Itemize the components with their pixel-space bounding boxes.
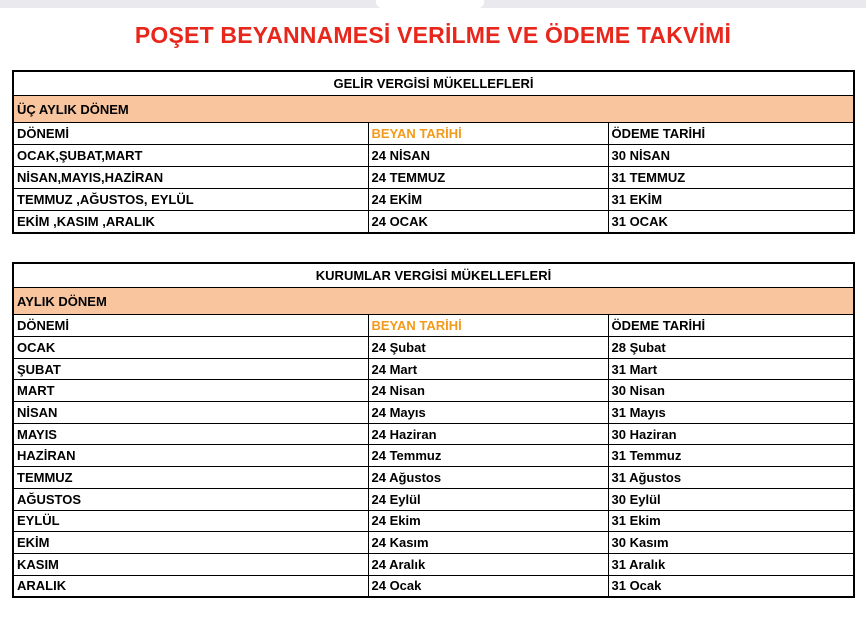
cell-odeme-tarihi: 30 Nisan (608, 380, 854, 402)
table-row (13, 402, 854, 424)
cell-donemi: MART (13, 380, 368, 402)
kurumlar-vergisi-table (12, 262, 855, 598)
cell-odeme-tarihi: 31 Ocak (608, 575, 854, 597)
cell-odeme-tarihi: 30 Kasım (608, 532, 854, 554)
cell-beyan-tarihi: 24 Şubat (368, 337, 608, 359)
table-row (13, 532, 854, 554)
cell-donemi: EKİM (13, 532, 368, 554)
table-row (13, 189, 854, 211)
section-title: KURUMLAR VERGİSİ MÜKELLEFLERİ (13, 263, 854, 288)
page-title: POŞET BEYANNAMESİ VERİLME VE ÖDEME TAKVİMİ (134, 22, 732, 48)
period-row (13, 96, 854, 123)
cell-beyan-tarihi: 24 Kasım (368, 532, 608, 554)
cell-beyan-tarihi: 24 Eylül (368, 488, 608, 510)
table-row (13, 510, 854, 532)
cell-donemi: OCAK (13, 337, 368, 359)
cell-odeme-tarihi: 30 NİSAN (608, 145, 854, 167)
section-title: GELİR VERGİSİ MÜKELLEFLERİ (13, 71, 854, 96)
gelir-vergisi-table (12, 70, 855, 234)
cell-donemi: ARALIK (13, 575, 368, 597)
table-row (13, 145, 854, 167)
top-tab (376, 0, 484, 8)
cell-odeme-tarihi: 31 Ekim (608, 510, 854, 532)
cell-donemi: MAYIS (13, 423, 368, 445)
table-row (13, 575, 854, 597)
cell-odeme-tarihi: 30 Haziran (608, 423, 854, 445)
cell-odeme-tarihi: 31 Mayıs (608, 402, 854, 424)
cell-donemi: HAZİRAN (13, 445, 368, 467)
header-beyan-tarihi: BEYAN TARİHİ (368, 123, 608, 145)
cell-beyan-tarihi: 24 Ocak (368, 575, 608, 597)
table-row (13, 358, 854, 380)
header-row (13, 315, 854, 337)
cell-beyan-tarihi: 24 Ağustos (368, 467, 608, 489)
cell-beyan-tarihi: 24 Aralık (368, 553, 608, 575)
header-odeme-tarihi: ÖDEME TARİHİ (608, 315, 854, 337)
header-donemi: DÖNEMİ (13, 315, 368, 337)
cell-beyan-tarihi: 24 Mart (368, 358, 608, 380)
cell-odeme-tarihi: 31 EKİM (608, 189, 854, 211)
table-row (13, 167, 854, 189)
table-row (13, 445, 854, 467)
cell-donemi: TEMMUZ ,AĞUSTOS, EYLÜL (13, 189, 368, 211)
period-label: AYLIK DÖNEM (13, 288, 854, 315)
table-row (13, 553, 854, 575)
cell-donemi: EYLÜL (13, 510, 368, 532)
cell-beyan-tarihi: 24 NİSAN (368, 145, 608, 167)
cell-odeme-tarihi: 31 Temmuz (608, 445, 854, 467)
cell-odeme-tarihi: 31 OCAK (608, 211, 854, 234)
header-beyan-tarihi: BEYAN TARİHİ (368, 315, 608, 337)
table-row (13, 337, 854, 359)
cell-donemi: NİSAN (13, 402, 368, 424)
header-row (13, 123, 854, 145)
section-title-row (13, 71, 854, 96)
header-odeme-tarihi: ÖDEME TARİHİ (608, 123, 854, 145)
cell-beyan-tarihi: 24 Mayıs (368, 402, 608, 424)
table-row (13, 488, 854, 510)
table-row (13, 211, 854, 234)
cell-beyan-tarihi: 24 Ekim (368, 510, 608, 532)
cell-donemi: AĞUSTOS (13, 488, 368, 510)
cell-donemi: ŞUBAT (13, 358, 368, 380)
cell-donemi: TEMMUZ (13, 467, 368, 489)
table-row (13, 467, 854, 489)
cell-beyan-tarihi: 24 TEMMUZ (368, 167, 608, 189)
cell-beyan-tarihi: 24 OCAK (368, 211, 608, 234)
cell-beyan-tarihi: 24 Nisan (368, 380, 608, 402)
cell-odeme-tarihi: 30 Eylül (608, 488, 854, 510)
table-row (13, 380, 854, 402)
cell-donemi: KASIM (13, 553, 368, 575)
cell-odeme-tarihi: 31 Aralık (608, 553, 854, 575)
table-row (13, 423, 854, 445)
cell-odeme-tarihi: 31 Ağustos (608, 467, 854, 489)
cell-beyan-tarihi: 24 Haziran (368, 423, 608, 445)
cell-donemi: NİSAN,MAYIS,HAZİRAN (13, 167, 368, 189)
section-title-row (13, 263, 854, 288)
cell-donemi: OCAK,ŞUBAT,MART (13, 145, 368, 167)
period-label: ÜÇ AYLIK DÖNEM (13, 96, 854, 123)
cell-odeme-tarihi: 31 TEMMUZ (608, 167, 854, 189)
header-donemi: DÖNEMİ (13, 123, 368, 145)
period-row (13, 288, 854, 315)
cell-beyan-tarihi: 24 EKİM (368, 189, 608, 211)
cell-odeme-tarihi: 31 Mart (608, 358, 854, 380)
cell-donemi: EKİM ,KASIM ,ARALIK (13, 211, 368, 234)
cell-beyan-tarihi: 24 Temmuz (368, 445, 608, 467)
cell-odeme-tarihi: 28 Şubat (608, 337, 854, 359)
